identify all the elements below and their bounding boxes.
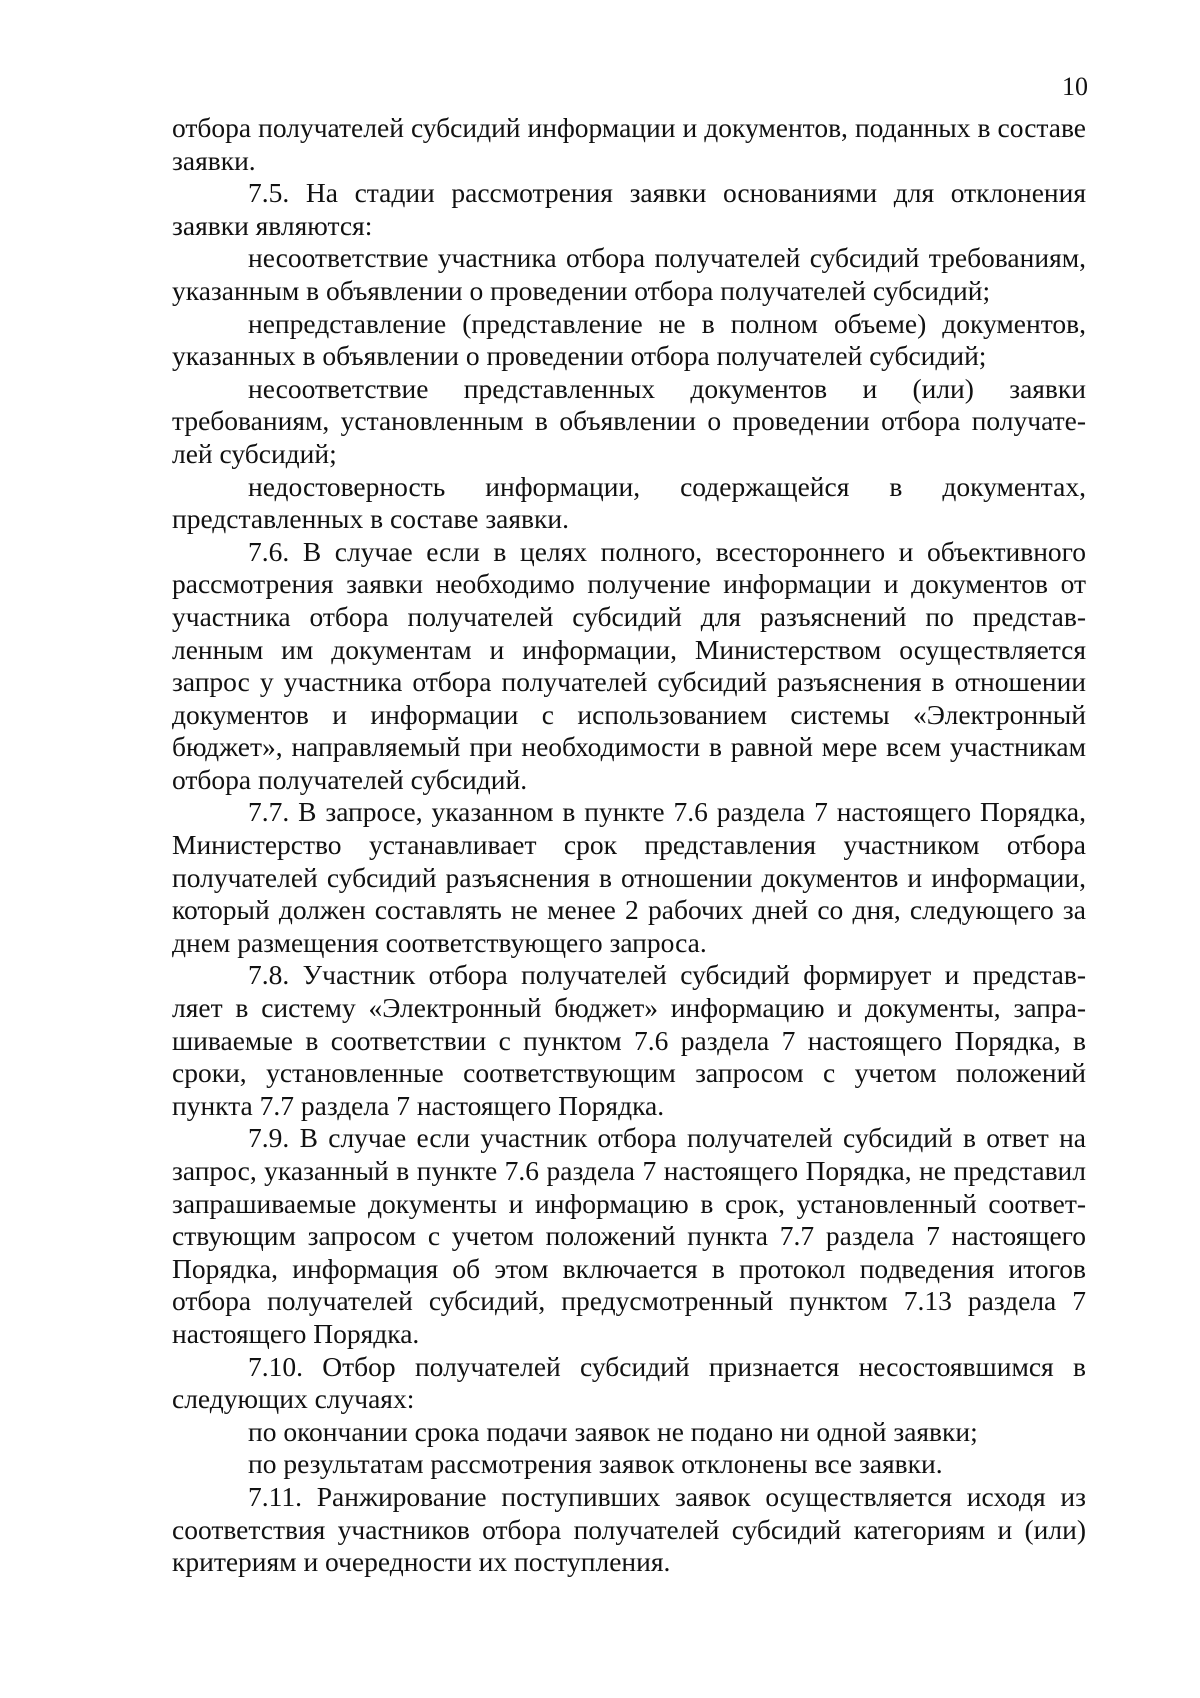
paragraph-7-7: 7.7. В запросе, указанном в пункте 7.6 раздела 7 настоящего Порядка, Министерство устанавливает срок представления участником отбора получателей субсидий разъяснения в отношении документов и информации, который должен составлять не менее 2 рабочих дней со дня, следующего за днем размещения соответствующего запроса. <box>172 796 1086 958</box>
document-body <box>172 112 1086 1579</box>
paragraph-reason-4: недостоверность информации, содержащейся в документах, представленных в составе заявки. <box>172 470 1086 535</box>
page-number: 10 <box>1062 72 1088 101</box>
paragraph-continuation: отбора получателей субсидий информации и документов, поданных в составе заявки. <box>172 112 1086 176</box>
paragraph-case-1: по окончании срока подачи заявок не подано ни одной заявки; <box>248 1415 978 1447</box>
paragraph-case-2: по результатам рассмотрения заявок отклонены все заявки. <box>248 1448 943 1480</box>
paragraph-reason-2: непредставление (представление не в полном объеме) документов, указанных в объявлении о проведении отбора получателей субсидий; <box>172 307 1086 372</box>
paragraph-reason-3: несоответствие представленных документов и (или) заявки требованиям, установленным в объявлении о проведении отбора получате-лей субсидий; <box>172 372 1086 469</box>
paragraph-reason-1: несоответствие участника отбора получателей субсидий требованиям, указанным в объявлении о проведении отбора получателей субсидий; <box>172 242 1086 306</box>
paragraph-7-6: 7.6. В случае если в целях полного, всестороннего и объективного рассмотрения заявки необходимо получение информации и документов от участника отбора получателей субсидий для разъяснений по представ-ленным им документам и информации, Министерством осуществляется запрос у участника отбора получателей субсидий разъяснения в отношении документов и информации с использованием системы «Электронный бюджет», направляемый при необходимости в равной мере всем участникам отбора получателей субсидий. <box>172 535 1086 795</box>
paragraph-7-10: 7.10. Отбор получателей субсидий признается несостоявшимся в следующих случаях: <box>172 1350 1086 1415</box>
paragraph-7-9: 7.9. В случае если участник отбора получателей субсидий в ответ на запрос, указанный в пункте 7.6 раздела 7 настоящего Порядка, не представил запрашиваемые документы и информацию в срок, установленный соответ-ствующим запросом с учетом положений пункта 7.7 раздела 7 настоящего Порядка, информация об этом включается в протокол подведения итогов отбора получателей субсидий, предусмотренный пунктом 7.13 раздела 7 настоящего Порядка. <box>172 1122 1086 1349</box>
paragraph-7-11: 7.11. Ранжирование поступивших заявок осуществляется исходя из соответствия участников отбора получателей субсидий категориям и (или) критериям и очередности их поступления. <box>172 1480 1086 1578</box>
paragraph-7-5: 7.5. На стадии рассмотрения заявки основаниями для отклонения заявки являются: <box>172 177 1086 241</box>
paragraph-7-8: 7.8. Участник отбора получателей субсидий формирует и представ-ляет в систему «Электронный бюджет» информацию и документы, запра-шиваемые в соответствии с пунктом 7.6 раздела 7 настоящего Порядка, в сроки, установленные соответствующим запросом с учетом положений пункта 7.7 раздела 7 настоящего Порядка. <box>172 959 1086 1121</box>
